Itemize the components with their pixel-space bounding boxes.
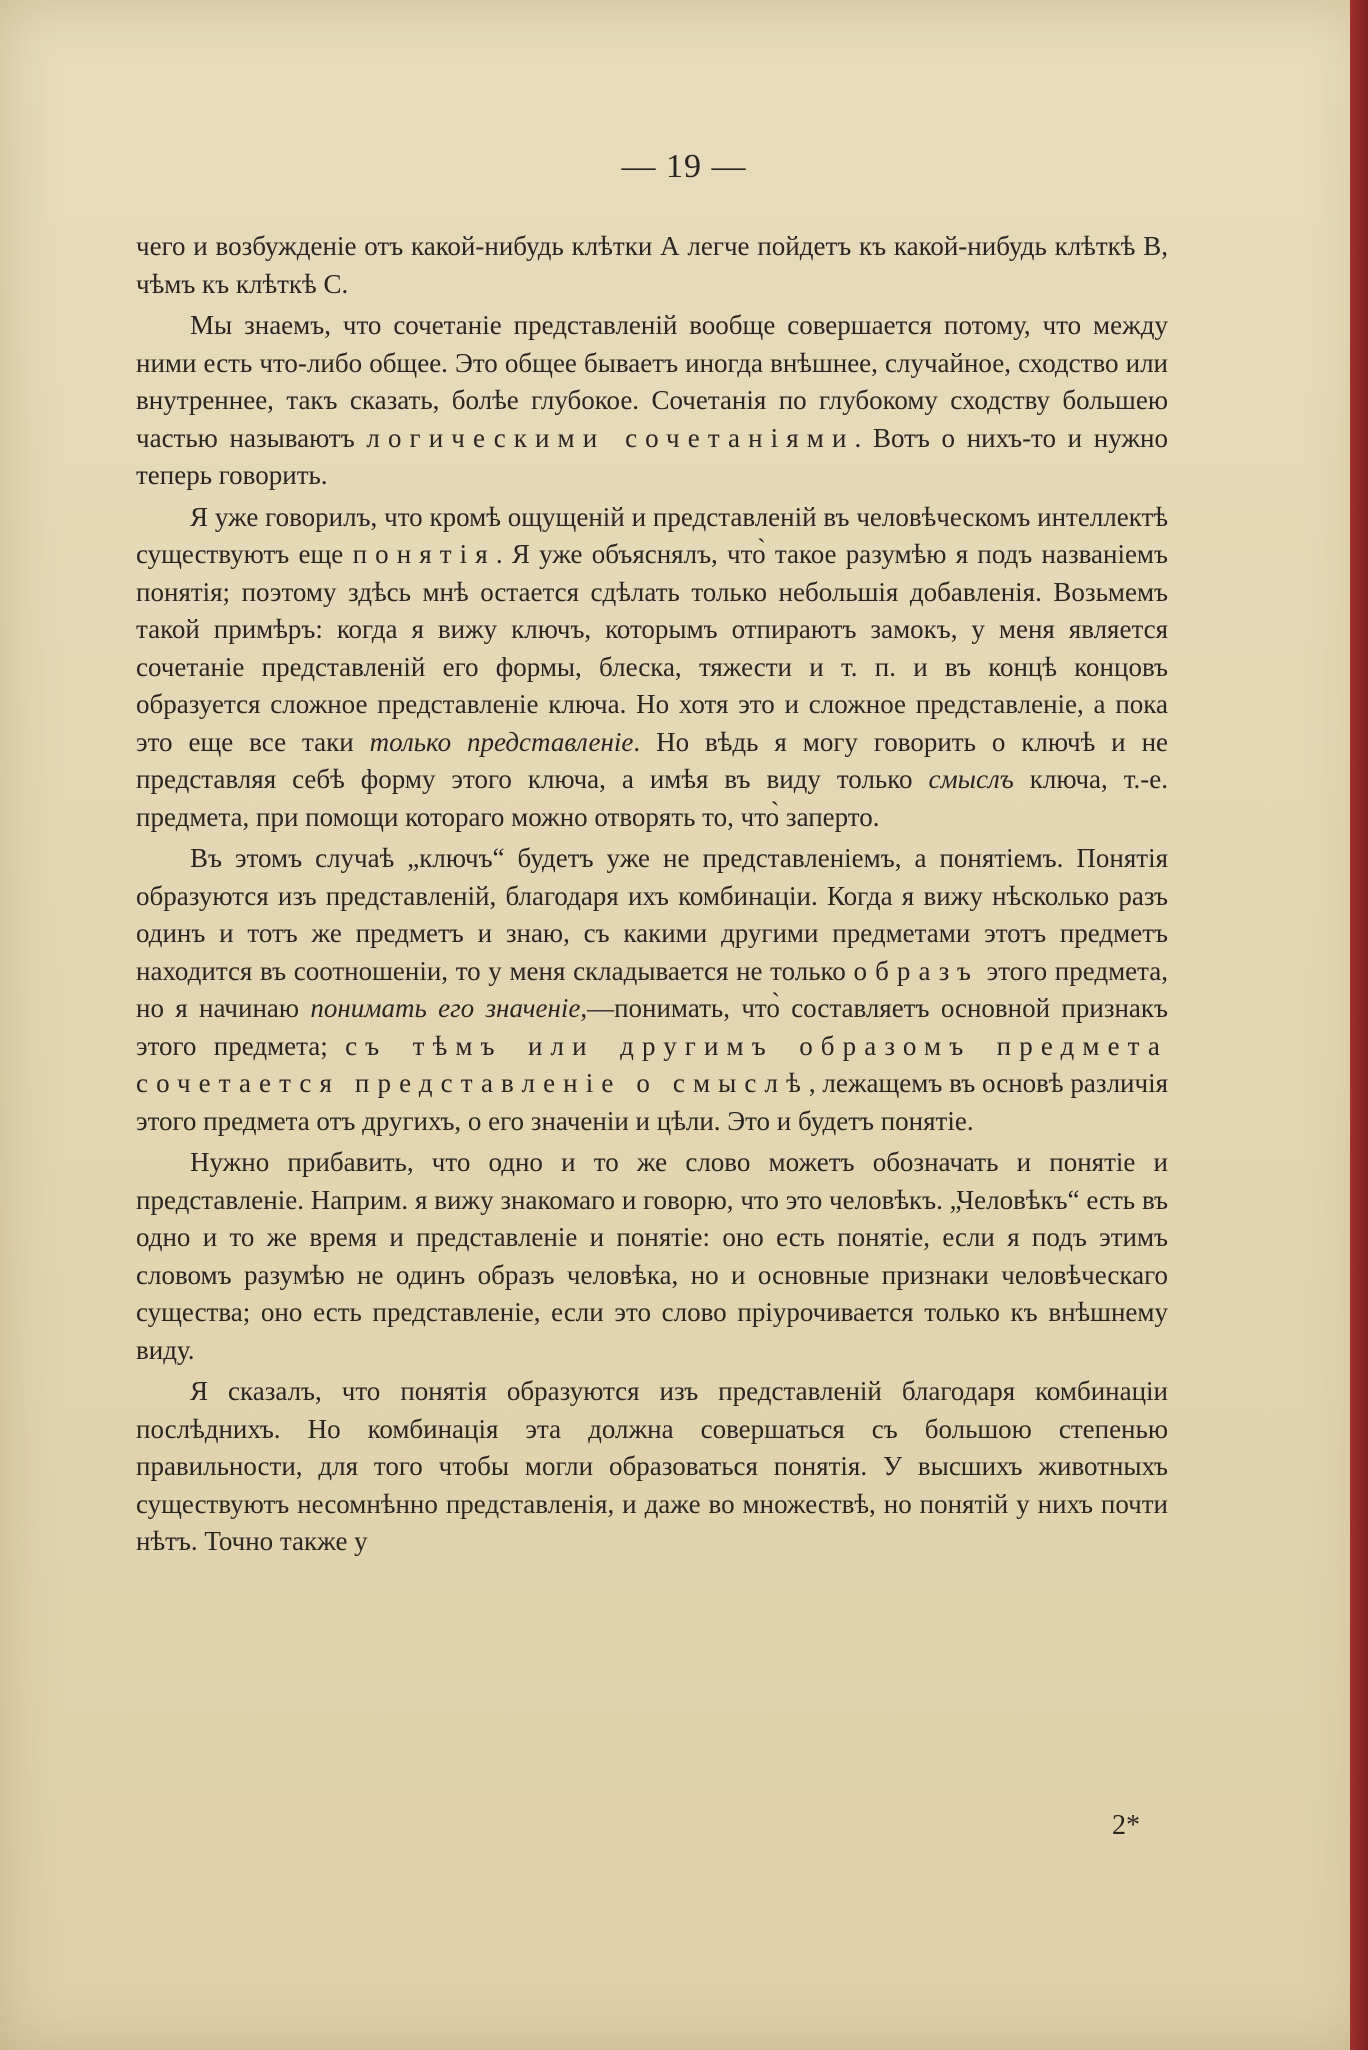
paragraph — [136, 1373, 1168, 1561]
text-run: ,—понимать, что̀ составляетъ основной признакъ этого предмета; — [136, 993, 1168, 1061]
italic-emphasis: понимать его значеніе — [310, 993, 581, 1023]
italic-emphasis: смыслъ — [928, 764, 1014, 794]
body-text — [136, 228, 1168, 1565]
paragraph — [136, 307, 1168, 495]
text-run: Мы знаемъ, что сочетаніе представленій вообще совершается потому, что между ними есть что-либо общее. Это общее бываетъ иногда внѣшнее, случайное, сходство или внутреннее, такъ сказать, болѣе глубокое. Сочетанія по глубокому сходству большею частью называютъ — [136, 310, 1168, 453]
text-run: этого предмета, но я начинаю — [136, 955, 1169, 1023]
spaced-emphasis: понятія — [352, 539, 496, 569]
paragraph — [136, 228, 1168, 303]
text-run: Я уже говорилъ, что кромѣ ощущеній и представленій въ человѣческомъ интеллектѣ существуютъ еще — [136, 501, 1168, 569]
text-run: , лежащемъ въ основѣ различія этого предмета отъ другихъ, о его значеніи и цѣли. Это и будетъ понятіе. — [136, 1068, 1168, 1136]
text-run: . Но вѣдь я могу говорить о ключѣ и не представляя себѣ форму этого ключа, а имѣя въ виду только — [136, 726, 1169, 794]
text-run: ключа, т.-е. предмета, при помощи котораго можно отворять то, что̀ заперто. — [136, 764, 1169, 832]
page-edge-bookmark — [1350, 0, 1368, 2050]
page-number: — 19 — — [621, 148, 747, 185]
text-run: чего и возбужденіе отъ какой-нибудь клѣтки А легче пойдетъ къ какой-нибудь клѣткѣ В, чѣмъ къ клѣткѣ С. — [136, 231, 1168, 299]
paragraph — [136, 499, 1168, 837]
paragraph — [136, 1144, 1168, 1369]
paragraph — [136, 840, 1168, 1140]
text-run: . Я уже объяснялъ, что̀ такое разумѣю я подъ названіемъ понятія; поэтому здѣсь мнѣ остается сдѣлать только небольшія добавленія. Возьмемъ такой примѣръ: когда я вижу ключъ, которымъ отпираютъ замокъ, у меня является сочетаніе представленій его формы, блеска, тяжести и т. п. и въ концѣ концовъ образуется сложное представленіе ключа. Но хотя это и сложное представленіе, а пока это еще все таки — [136, 539, 1168, 757]
text-run: Я сказалъ, что понятія образуются изъ представленій благодаря комбинаціи послѣднихъ. Но комбинація эта должна совершаться съ большою степенью правильности, для того чтобы могли образоваться понятія. У высшихъ животныхъ существуютъ несомнѣнно представленія, и даже во множествѣ, но понятій у нихъ почти нѣтъ. Точно также у — [136, 1376, 1168, 1556]
printer-signature-mark: 2* — [1112, 1810, 1140, 1841]
text-run: . Вотъ о нихъ-то и нужно теперь говорить. — [136, 422, 1169, 490]
spaced-emphasis: логическими сочетаніями — [366, 422, 855, 453]
italic-emphasis: только представленіе — [369, 726, 634, 757]
spaced-emphasis: съ тѣмъ или другимъ образомъ предмета сочетается представленіе о смыслѣ — [136, 1030, 1168, 1098]
text-run: Нужно прибавить, что одно и то же слово можетъ обозначать и понятіе и представленіе. Наприм. я вижу знакомаго и говорю, что это человѣкъ. „Человѣкъ“ есть въ одно и то же время и представленіе и понятіе: оно есть понятіе, если я подъ этимъ словомъ разумѣю не одинъ образъ человѣка, но и основные признаки человѣческаго существа; оно есть представленіе, если это слово пріурочивается только къ внѣшнему виду. — [136, 1147, 1168, 1365]
text-run: Въ этомъ случаѣ „ключъ“ будетъ уже не представленіемъ, а понятіемъ. Понятія образуются изъ представленій, благодаря ихъ комбинаціи. Когда я вижу нѣсколько разъ одинъ и тотъ же предметъ и знаю, съ какими другими предметами этотъ предметъ находится въ соотношеніи, то у меня складывается не только — [136, 843, 1168, 986]
spaced-emphasis: образъ — [853, 955, 979, 986]
